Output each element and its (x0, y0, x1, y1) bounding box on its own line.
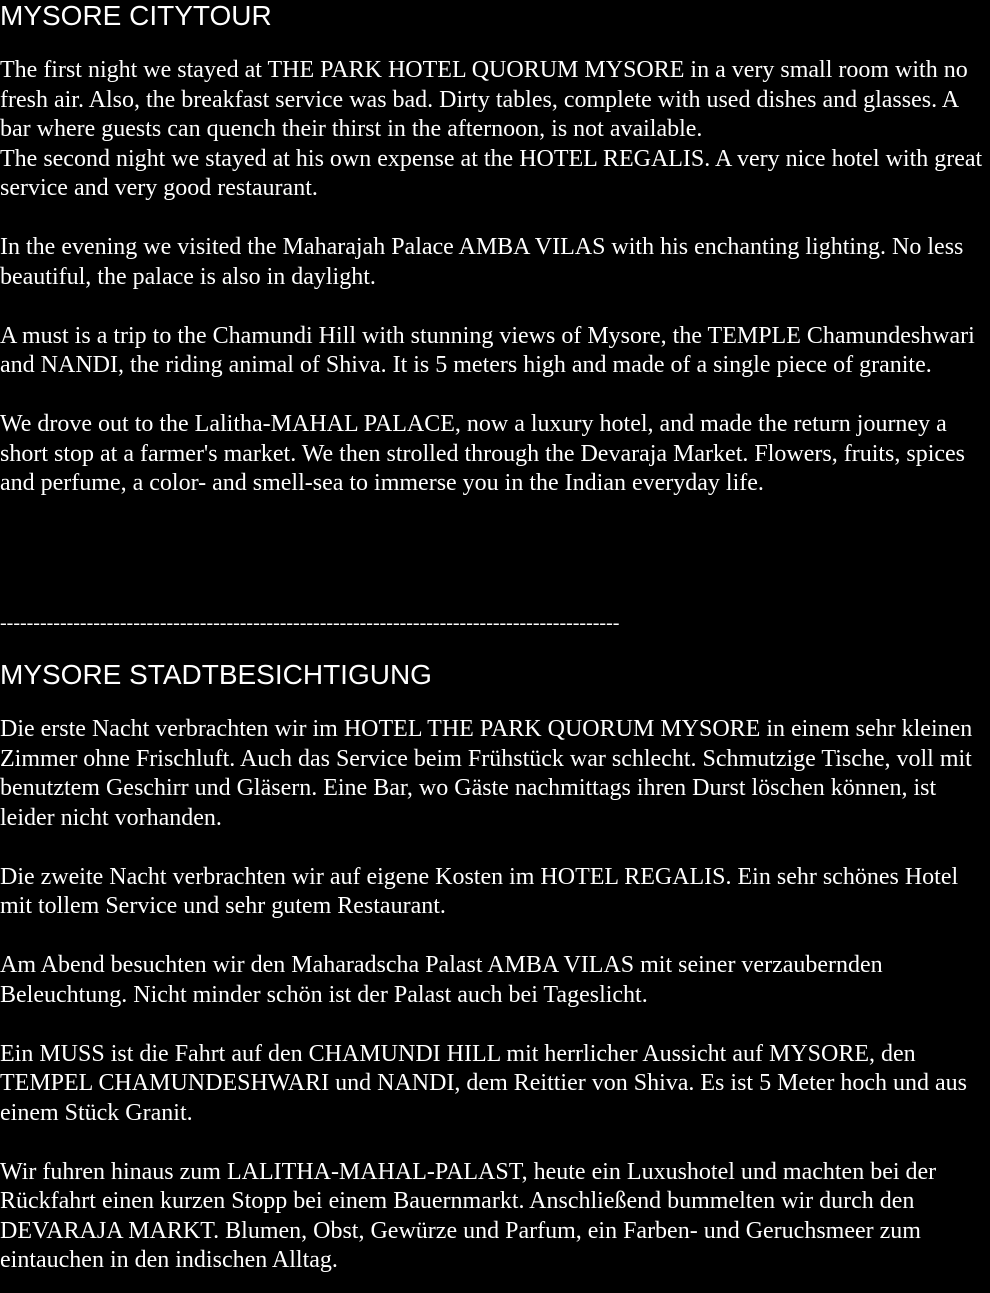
english-body (0, 56, 990, 499)
english-paragraph-first-night (0, 56, 990, 204)
english-paragraph-2: The second night we stayed at his own expense at the HOTEL REGALIS. A very nice hotel with great service and very good restaurant. (0, 145, 983, 201)
german-paragraph-4: Ein MUSS ist die Fahrt auf den CHAMUNDI HILL mit herrlicher Aussicht auf MYSORE, den TEMPEL CHAMUNDESHWARI und NANDI, dem Reittier von Shiva. Es ist 5 Meter hoch und aus einem Stück Granit. (0, 1040, 968, 1126)
english-paragraph-5: We drove out to the Lalitha-MAHAL PALACE, now a luxury hotel, and made the return journey a short stop at a farmer's market. We then strolled through the Devaraja Market. Flowers, fruits, spices and perfume, a color- and smell-sea to immerse you in the Indian everyday life. (0, 411, 966, 496)
english-paragraph-4: A must is a trip to the Chamundi Hill with stunning views of Mysore, the TEMPLE Chamundeshwari and NANDI, the riding animal of Shiva. It is 5 meters high and made of a single piece of granite. (0, 322, 975, 378)
german-paragraph-1: Die erste Nacht verbrachten wir im HOTEL THE PARK QUORUM MYSORE in einem sehr kleinen Zimmer ohne Frischluft. Auch das Service beim Frühstück war schlecht. Schmutzige Tische, voll mit benutztem Geschirr und Gläsern. Eine Bar, wo Gäste nachmittags ihren Durst löschen können, ist leider nicht vorhanden. (0, 716, 973, 831)
german-title: MYSORE STADTBESICHTIGUNG (0, 659, 432, 690)
english-paragraph-1: The first night we stayed at THE PARK HOTEL QUORUM MYSORE in a very small room with no fresh air. Also, the breakfast service was bad. Dirty tables, complete with used dishes and glasses. A bar where guests can quench their thirst in the afternoon, is not available. (0, 57, 968, 142)
german-paragraph-5: Wir fuhren hinaus zum LALITHA-MAHAL-PALAST, heute ein Luxushotel und machten bei der Rückfahrt einen kurzen Stopp bei einem Bauernmarkt. Anschließend bummelten wir durch den DEVARAJA MARKT. Blumen, Obst, Gewürze und Parfum, ein Farben- und Geruchsmeer zum eintauchen in den indischen Alltag. (0, 1158, 937, 1273)
german-body (0, 715, 990, 1276)
german-paragraph-3: Am Abend besuchten wir den Maharadscha Palast AMBA VILAS mit seiner verzaubernden Beleuchtung. Nicht minder schön ist der Palast auch bei Tageslicht. (0, 952, 883, 1008)
german-paragraph-2: Die zweite Nacht verbrachten wir auf eigene Kosten im HOTEL REGALIS. Ein sehr schönes Hotel mit tollem Service und sehr gutem Restaurant. (0, 863, 959, 919)
english-paragraph-3: In the evening we visited the Maharajah Palace AMBA VILAS with his enchanting lighting. No less beautiful, the palace is also in daylight. (0, 234, 964, 290)
section-divider: --------------------------------------------------------------------------------------------- (0, 612, 620, 634)
english-title: MYSORE CITYTOUR (0, 0, 272, 31)
